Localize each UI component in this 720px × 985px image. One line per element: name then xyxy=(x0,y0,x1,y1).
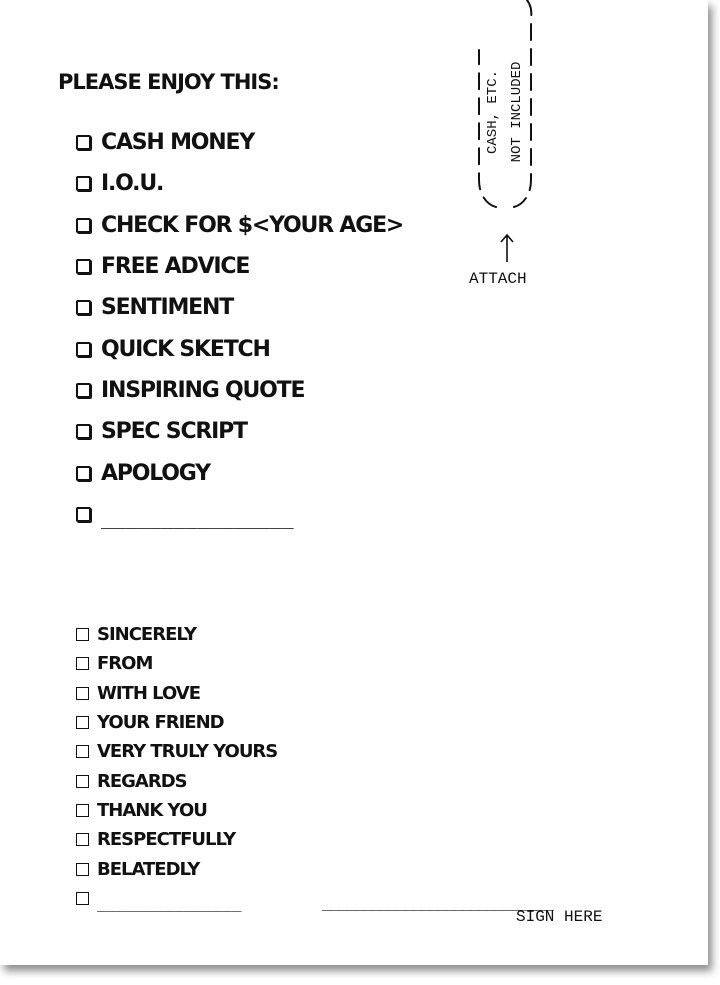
checkbox[interactable] xyxy=(76,628,89,641)
closing-options-list xyxy=(76,620,277,913)
checkbox[interactable] xyxy=(76,833,89,846)
blank-line[interactable]: _______________ xyxy=(97,892,242,912)
gift-option-free-advice[interactable] xyxy=(76,246,403,287)
gift-option-label: I.O.U. xyxy=(101,171,164,197)
checkbox[interactable] xyxy=(76,300,91,315)
closing-option-very-truly-yours[interactable] xyxy=(76,737,277,766)
closing-option-respectfully[interactable] xyxy=(76,825,277,854)
gift-option-sentiment[interactable] xyxy=(76,287,403,328)
checkbox[interactable] xyxy=(76,466,91,481)
closing-option-label: YOUR FRIEND xyxy=(97,712,224,734)
heading: PLEASE ENJOY THIS: xyxy=(58,70,279,94)
checkbox[interactable] xyxy=(76,804,89,817)
gift-option-blank[interactable] xyxy=(76,494,403,535)
up-arrow-icon xyxy=(499,232,515,264)
checkbox[interactable] xyxy=(76,745,89,758)
coin-slot-line1: CASH, ETC. xyxy=(485,69,501,155)
closing-option-label: VERY TRULY YOURS xyxy=(97,741,278,763)
signature-line[interactable]: ____________________________ xyxy=(322,892,553,911)
checkbox[interactable] xyxy=(76,657,89,670)
checkbox[interactable] xyxy=(76,687,89,700)
gift-option-label: APOLOGY xyxy=(101,460,210,486)
closing-option-label: FROM xyxy=(97,653,153,675)
gift-option-apology[interactable] xyxy=(76,452,403,493)
checkbox[interactable] xyxy=(76,176,91,191)
closing-option-label: THANK YOU xyxy=(97,799,207,821)
gift-option-quick-sketch[interactable] xyxy=(76,328,403,369)
gift-option-cash-money[interactable] xyxy=(76,122,403,163)
gift-option-label: CHECK FOR $<YOUR AGE> xyxy=(101,212,404,238)
checkbox[interactable] xyxy=(76,892,89,905)
checkbox[interactable] xyxy=(76,259,91,274)
gift-option-label: QUICK SKETCH xyxy=(101,336,270,362)
gift-option-label: FREE ADVICE xyxy=(101,254,250,280)
gift-option-label: INSPIRING QUOTE xyxy=(101,377,305,403)
attach-label: ATTACH xyxy=(469,270,527,288)
checkbox[interactable] xyxy=(76,135,91,150)
closing-option-blank[interactable] xyxy=(76,884,277,913)
gift-options-list xyxy=(76,122,403,535)
checkbox[interactable] xyxy=(76,507,91,522)
gift-option-inspiring-quote[interactable] xyxy=(76,370,403,411)
closing-option-from[interactable] xyxy=(76,649,277,678)
gift-option-iou[interactable] xyxy=(76,163,403,204)
gift-option-spec-script[interactable] xyxy=(76,411,403,452)
closing-option-label: BELATEDLY xyxy=(97,858,200,880)
checkbox[interactable] xyxy=(76,342,91,357)
closing-option-thank-you[interactable] xyxy=(76,796,277,825)
closing-option-label: SINCERELY xyxy=(97,624,197,646)
closing-option-sincerely[interactable] xyxy=(76,620,277,649)
closing-option-your-friend[interactable] xyxy=(76,708,277,737)
closing-option-label: WITH LOVE xyxy=(97,682,201,704)
closing-option-with-love[interactable] xyxy=(76,679,277,708)
checkbox[interactable] xyxy=(76,424,91,439)
gift-option-check[interactable] xyxy=(76,205,403,246)
closing-option-label: REGARDS xyxy=(97,770,187,792)
blank-line[interactable]: ________________ xyxy=(101,505,294,530)
closing-option-regards[interactable] xyxy=(76,766,277,795)
checkbox[interactable] xyxy=(76,716,89,729)
gift-option-label: SPEC SCRIPT xyxy=(101,419,247,445)
gift-option-label: SENTIMENT xyxy=(101,295,234,321)
checkbox[interactable] xyxy=(76,863,89,876)
gift-option-label: CASH MONEY xyxy=(101,130,255,156)
checkbox[interactable] xyxy=(76,218,91,233)
checkbox[interactable] xyxy=(76,775,89,788)
coin-slot-line2: NOT INCLUDED xyxy=(509,61,525,163)
closing-option-label: RESPECTFULLY xyxy=(97,829,236,851)
checkbox[interactable] xyxy=(76,383,91,398)
signature-label: SIGN HERE xyxy=(516,908,603,926)
closing-option-belatedly[interactable] xyxy=(76,854,277,883)
coin-slot-text xyxy=(481,62,529,163)
